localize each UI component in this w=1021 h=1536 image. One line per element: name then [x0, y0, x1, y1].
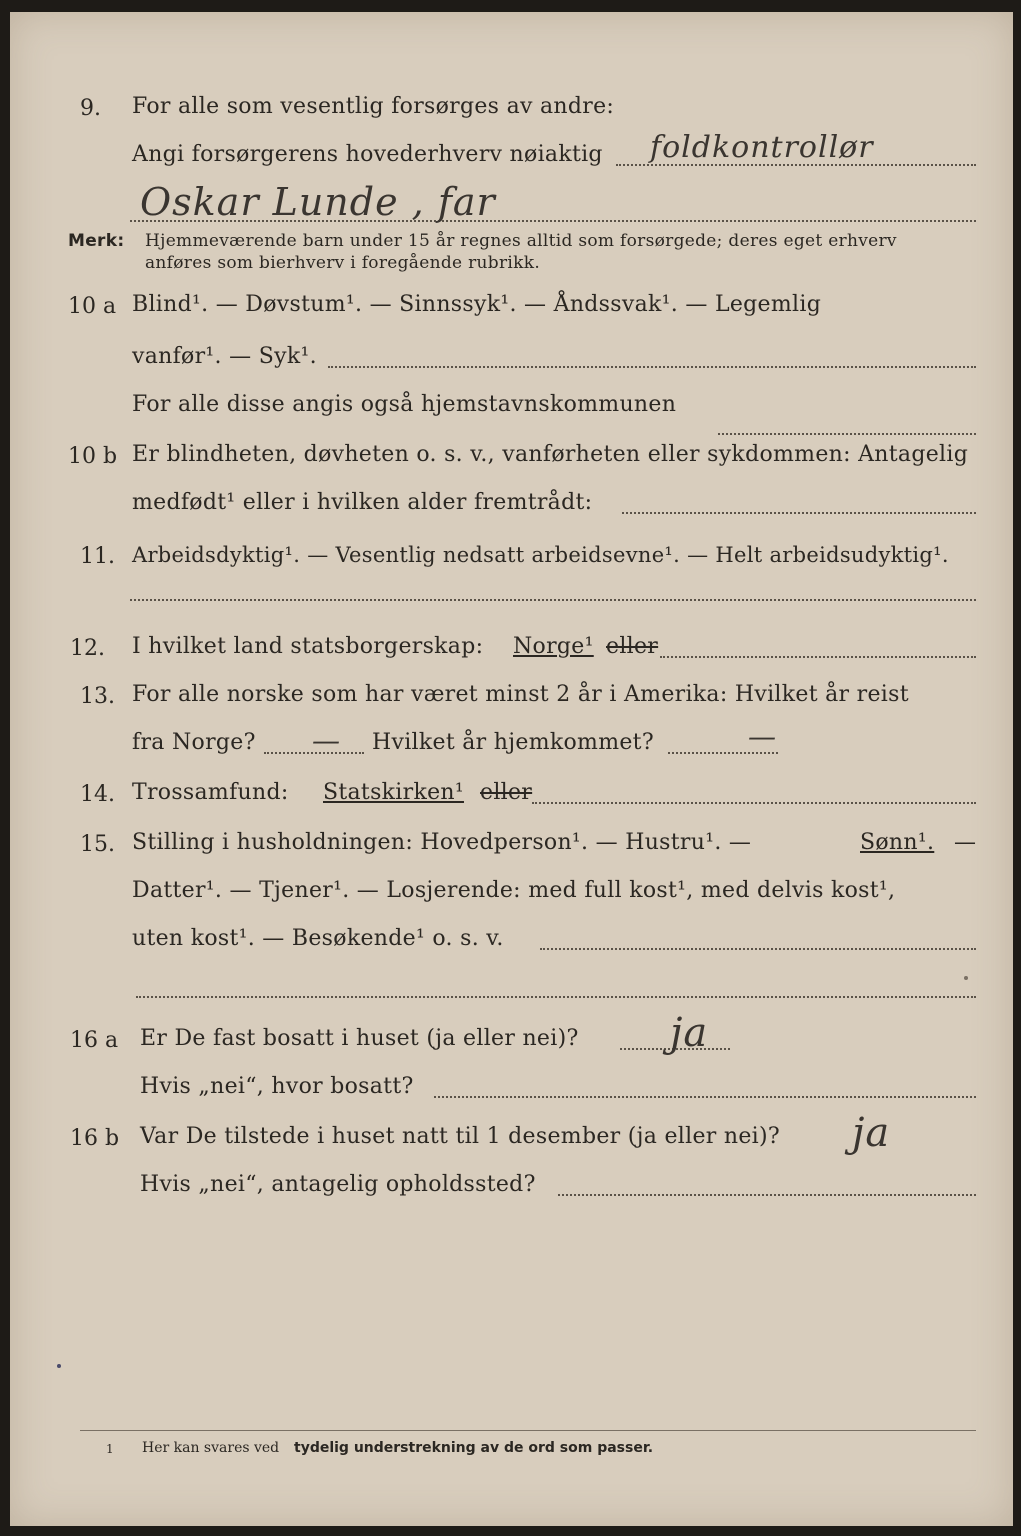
q16b-handwritten-answer: ja: [852, 1110, 891, 1156]
ink-dot: [57, 1364, 61, 1368]
footnote-rule: [80, 1430, 976, 1431]
q10a-line2: vanfør¹. — Syk¹.: [132, 344, 317, 369]
q10a-answer-line: [328, 366, 976, 368]
q9-handwritten-provider: Oskar Lunde , far: [140, 180, 496, 224]
q15-answer-line-2: [136, 996, 976, 998]
q16a-handwritten-answer: ja: [670, 1010, 709, 1056]
q10a-line1: Blind¹. — Døvstum¹. — Sinnssyk¹. — Åndssvak¹. — Legemlig: [132, 292, 822, 317]
q12-number: 12.: [70, 636, 105, 661]
q11-answer-line: [130, 599, 976, 601]
q14-option-statskirken: Statskirken¹: [323, 780, 464, 805]
q14-number: 14.: [80, 782, 115, 807]
q12-answer-line: [660, 656, 976, 658]
q15-selected-sonn: Sønn¹.: [860, 830, 935, 855]
q14-option-eller: eller: [480, 780, 533, 805]
merk-line1: Hjemmeværende barn under 15 år regnes alltid som forsørgede; deres eget erhverv: [145, 231, 897, 251]
q13-handwritten-dash-1: —: [312, 724, 341, 757]
q10a-answer-line-2: [718, 433, 976, 435]
q15-answer-line: [540, 948, 976, 950]
q10a-number: 10 a: [68, 294, 117, 319]
footnote-text-a: Her kan svares ved: [142, 1440, 280, 1456]
merk-label: Merk:: [68, 231, 125, 251]
q15-number: 15.: [80, 832, 115, 857]
q16b-line1: Var De tilstede i huset natt til 1 desember (ja eller nei)?: [140, 1124, 780, 1149]
census-form-page: [10, 12, 1013, 1526]
q15-line3: uten kost¹. — Besøkende¹ o. s. v.: [132, 926, 504, 951]
footnote-mark: 1: [106, 1442, 114, 1456]
q15-line2: Datter¹. — Tjener¹. — Losjerende: med full kost¹, med delvis kost¹,: [132, 878, 896, 903]
q16b-number: 16 b: [70, 1126, 120, 1151]
q13-line2a: fra Norge?: [132, 730, 256, 755]
q10b-line1: Er blindheten, døvheten o. s. v., vanførheten eller sykdommen: Antagelig: [132, 442, 969, 467]
q16b-answer-line: [558, 1194, 976, 1196]
q13-number: 13.: [80, 684, 115, 709]
q12-option-norge: Norge¹: [513, 634, 594, 659]
footnote-text-b: tydelig understrekning av de ord som passer.: [294, 1440, 654, 1456]
q13-handwritten-dash-2: —: [748, 720, 777, 753]
q15-line1: Stilling i husholdningen: Hovedperson¹. — Hustru¹. —: [132, 830, 752, 855]
q13-line2b: Hvilket år hjemkommet?: [372, 730, 654, 755]
q16a-line2: Hvis „nei“, hvor bosatt?: [140, 1074, 414, 1099]
q16a-answer-line-2: [434, 1096, 976, 1098]
q14-answer-line: [532, 802, 976, 804]
q11-number: 11.: [80, 544, 115, 569]
q12-option-eller: eller: [606, 634, 659, 659]
q12-text: I hvilket land statsborgerskap:: [132, 634, 484, 659]
q11-line1: Arbeidsdyktig¹. — Vesentlig nedsatt arbeidsevne¹. — Helt arbeidsudyktig¹.: [132, 543, 949, 567]
q10b-answer-line: [622, 512, 976, 514]
q9-handwritten-occupation: foldkontrollør: [650, 130, 874, 165]
q13-line1: For alle norske som har været minst 2 år i Amerika: Hvilket år reist: [132, 682, 909, 707]
q16a-number: 16 a: [70, 1028, 119, 1053]
q9-line1: For alle som vesentlig forsørges av andre:: [132, 94, 615, 119]
q9-number: 9.: [80, 96, 101, 121]
ink-dot: [964, 976, 968, 980]
q14-text: Trossamfund:: [132, 780, 289, 805]
q10b-line2: medfødt¹ eller i hvilken alder fremtrådt:: [132, 490, 593, 515]
q15-line1-end: —: [954, 830, 977, 855]
q16b-line2: Hvis „nei“, antagelig opholdssted?: [140, 1172, 536, 1197]
q16a-line1: Er De fast bosatt i huset (ja eller nei)?: [140, 1026, 579, 1051]
q9-line2: Angi forsørgerens hovederhverv nøiaktig: [132, 142, 603, 167]
q10a-line3: For alle disse angis også hjemstavnskommunen: [132, 392, 677, 417]
q10b-number: 10 b: [68, 444, 118, 469]
merk-line2: anføres som bierhverv i foregående rubrikk.: [145, 253, 541, 273]
